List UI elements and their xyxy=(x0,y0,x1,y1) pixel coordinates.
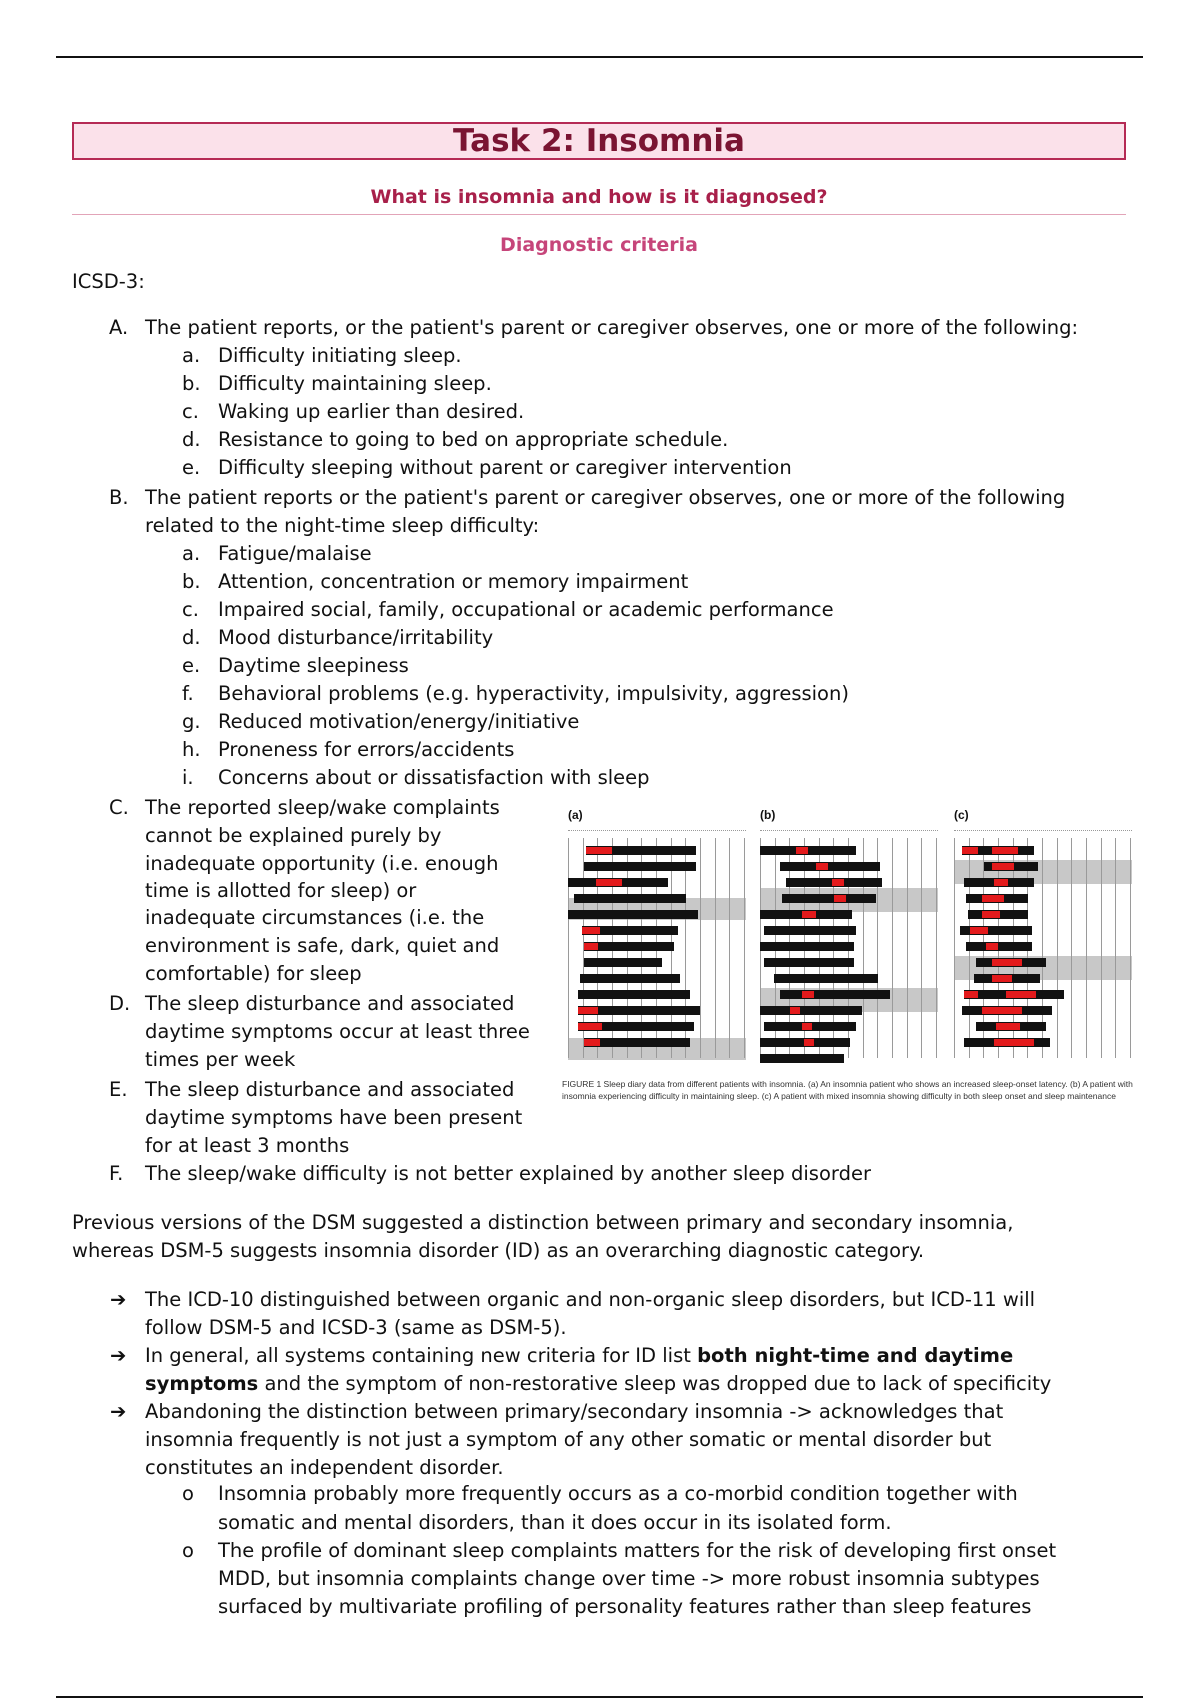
bullet-text: somatic and mental disorders, than it does occur in its isolated form. xyxy=(218,1511,892,1534)
sleep-bar xyxy=(578,1006,700,1015)
grid-line xyxy=(936,838,937,1058)
sleep-bar xyxy=(774,974,878,983)
grid-line xyxy=(1071,838,1072,1058)
list-item: Difficulty sleeping without parent or caregiver intervention xyxy=(218,456,792,479)
sleep-bar xyxy=(966,894,1028,903)
sleep-bar xyxy=(760,910,852,919)
sleep-bar xyxy=(960,926,1032,935)
sleep-bar xyxy=(760,1054,844,1063)
bullet-text xyxy=(145,1342,1013,1370)
awake-segment xyxy=(964,991,978,998)
bullet-text-plain: and the symptom of non-restorative sleep was dropped due to lack of specificity xyxy=(258,1372,1052,1395)
sleep-bar xyxy=(760,846,856,855)
list-marker: h. xyxy=(182,738,201,761)
panel-tick-row xyxy=(568,830,746,836)
criterion-marker: F. xyxy=(109,1162,124,1185)
awake-segment xyxy=(578,1023,602,1030)
list-marker: g. xyxy=(182,710,201,733)
list-marker: d. xyxy=(182,626,201,649)
sleep-bar xyxy=(584,942,674,951)
bullet-text: MDD, but insomnia complaints change over time -> more robust insomnia subtypes xyxy=(218,1567,1040,1590)
sleep-bar xyxy=(974,974,1040,983)
list-marker: d. xyxy=(182,428,201,451)
sub-bullet-marker: o xyxy=(182,1539,194,1562)
criterion-marker: C. xyxy=(109,796,129,819)
grid-line xyxy=(892,838,893,1058)
criterion-marker: B. xyxy=(109,486,129,509)
awake-segment xyxy=(992,847,1018,854)
bullet-text-plain: In general, all systems containing new criteria for ID list xyxy=(145,1344,698,1367)
grid-line xyxy=(1101,838,1102,1058)
sleep-bar xyxy=(764,1022,856,1031)
awake-segment xyxy=(992,863,1014,870)
grid-line xyxy=(744,838,745,1058)
awake-segment xyxy=(582,927,600,934)
grid-line xyxy=(1086,838,1087,1058)
awake-segment xyxy=(982,1007,1022,1014)
grid-line xyxy=(954,838,955,1058)
list-item: Difficulty maintaining sleep. xyxy=(218,372,492,395)
panel-tick-row xyxy=(760,830,938,836)
panel-label-b: (b) xyxy=(760,808,776,822)
list-item: Mood disturbance/irritability xyxy=(218,626,494,649)
figure-caption: FIGURE 1 Sleep diary data from different patients with insomnia. (a) An insomnia patient who shows an increased sleep-onset latency. (b) A patient with insomnia experiencing difficulty in maintaining sleep. (c) A patient with mixed insomnia showing difficulty in both sleep onset and sleep maintenance xyxy=(562,1079,1133,1101)
list-marker: i. xyxy=(182,766,194,789)
arrow-icon: ➔ xyxy=(110,1344,127,1367)
intro-label: ICSD-3: xyxy=(72,270,145,293)
list-item: Behavioral problems (e.g. hyperactivity, impulsivity, aggression) xyxy=(218,682,849,705)
sleep-bar xyxy=(582,926,678,935)
awake-segment xyxy=(802,911,816,918)
sleep-bar xyxy=(782,894,876,903)
list-item: Difficulty initiating sleep. xyxy=(218,344,462,367)
awake-segment xyxy=(982,895,1004,902)
awake-segment xyxy=(986,943,998,950)
arrow-icon: ➔ xyxy=(110,1400,127,1423)
panel-label-c: (c) xyxy=(954,808,969,822)
awake-segment xyxy=(832,879,844,886)
list-marker: c. xyxy=(182,598,199,621)
grid-line xyxy=(1115,838,1116,1058)
grid-line xyxy=(877,838,878,1058)
criterion-text: inadequate opportunity (i.e. enough xyxy=(145,852,499,875)
subtitle-rule xyxy=(72,214,1126,215)
section-heading: Diagnostic criteria xyxy=(500,234,698,256)
sleep-diary-figure xyxy=(562,808,1148,1120)
sleep-bar xyxy=(966,942,1032,951)
list-item: Daytime sleepiness xyxy=(218,654,409,677)
awake-segment xyxy=(982,911,1000,918)
list-item: Fatigue/malaise xyxy=(218,542,372,565)
arrow-icon: ➔ xyxy=(110,1288,127,1311)
criterion-text: for at least 3 months xyxy=(145,1134,350,1157)
awake-segment xyxy=(992,959,1022,966)
criterion-marker: E. xyxy=(109,1078,128,1101)
grid-line xyxy=(907,838,908,1058)
sleep-bar xyxy=(578,1022,694,1031)
sleep-bar xyxy=(962,1006,1052,1015)
awake-segment xyxy=(790,1007,800,1014)
sleep-bar xyxy=(786,878,882,887)
grid-line xyxy=(729,838,730,1058)
sleep-bar xyxy=(578,990,690,999)
list-marker: a. xyxy=(182,542,201,565)
criterion-text: daytime symptoms occur at least three xyxy=(145,1020,530,1043)
diary-panel-b xyxy=(760,838,938,1058)
sleep-bar xyxy=(760,1006,862,1015)
awake-segment xyxy=(834,895,846,902)
criterion-text: The reported sleep/wake complaints xyxy=(145,796,500,819)
diary-panel-c xyxy=(954,838,1132,1058)
sleep-bar xyxy=(574,894,686,903)
criterion-text: time is allotted for sleep) or xyxy=(145,879,417,902)
criterion-text: The sleep/wake difficulty is not better explained by another sleep disorder xyxy=(145,1162,871,1185)
bullet-text: Insomnia probably more frequently occurs as a co-morbid condition together with xyxy=(218,1482,1018,1505)
grid-line xyxy=(1130,838,1131,1058)
awake-segment xyxy=(802,991,814,998)
list-item: Proneness for errors/accidents xyxy=(218,738,515,761)
awake-segment xyxy=(816,863,828,870)
list-item: Attention, concentration or memory impairment xyxy=(218,570,689,593)
sleep-bar xyxy=(962,846,1034,855)
sleep-bar xyxy=(964,990,1064,999)
list-item: Resistance to going to bed on appropriate schedule. xyxy=(218,428,729,451)
criterion-text: cannot be explained purely by xyxy=(145,824,442,847)
sleep-bar xyxy=(568,910,698,919)
grid-line xyxy=(863,838,864,1058)
sleep-bar xyxy=(584,1038,690,1047)
sleep-bar xyxy=(568,878,668,887)
sleep-bar xyxy=(760,1038,850,1047)
criterion-marker: A. xyxy=(109,316,129,339)
bullet-text-bold: both night-time and daytime xyxy=(697,1344,1014,1367)
criterion-text: The patient reports or the patient's parent or caregiver observes, one or more of the following xyxy=(145,486,1066,509)
top-rule xyxy=(56,56,1143,58)
awake-segment xyxy=(994,879,1008,886)
diary-panel-a xyxy=(568,838,746,1058)
criterion-text: The patient reports, or the patient's parent or caregiver observes, one or more of the following: xyxy=(145,316,1079,339)
list-marker: e. xyxy=(182,654,201,677)
sleep-bar xyxy=(968,910,1028,919)
sleep-bar xyxy=(760,942,854,951)
criterion-text: related to the night-time sleep difficulty: xyxy=(145,514,540,537)
grid-line xyxy=(568,838,569,1058)
sleep-bar xyxy=(764,958,854,967)
awake-segment xyxy=(992,975,1012,982)
criterion-text: The sleep disturbance and associated xyxy=(145,1078,515,1101)
sleep-bar xyxy=(964,1038,1050,1047)
criterion-text: daytime symptoms have been present xyxy=(145,1106,523,1129)
list-item: Concerns about or dissatisfaction with sleep xyxy=(218,766,650,789)
awake-segment xyxy=(1006,991,1036,998)
awake-segment xyxy=(802,1023,812,1030)
bullet-text xyxy=(145,1370,1051,1398)
body-paragraph-line: whereas DSM-5 suggests insomnia disorder (ID) as an overarching diagnostic category. xyxy=(72,1239,925,1262)
panel-tick-row xyxy=(954,830,1132,836)
sleep-bar xyxy=(780,990,890,999)
sleep-bar xyxy=(780,862,880,871)
awake-segment xyxy=(578,1007,598,1014)
awake-segment xyxy=(962,847,978,854)
list-item: Waking up earlier than desired. xyxy=(218,400,525,423)
bullet-text: insomnia frequently is not just a symptom of any other somatic or mental disorder but xyxy=(145,1428,992,1451)
awake-segment xyxy=(796,847,808,854)
awake-segment xyxy=(596,879,622,886)
grid-line xyxy=(715,838,716,1058)
bullet-text: constitutes an independent disorder. xyxy=(145,1456,504,1479)
criterion-text: environment is safe, dark, quiet and xyxy=(145,934,500,957)
awake-segment xyxy=(586,847,612,854)
bottom-rule xyxy=(56,1696,1143,1698)
page-title: Task 2: Insomnia xyxy=(72,122,1126,160)
sleep-bar xyxy=(764,926,856,935)
grid-line xyxy=(921,838,922,1058)
sleep-bar xyxy=(984,862,1038,871)
bullet-text: The profile of dominant sleep complaints matters for the risk of developing first onset xyxy=(218,1539,1057,1562)
list-marker: f. xyxy=(182,682,194,705)
bullet-text: surfaced by multivariate profiling of personality features rather than sleep features xyxy=(218,1595,1032,1618)
list-marker: e. xyxy=(182,456,201,479)
awake-segment xyxy=(994,1039,1034,1046)
awake-segment xyxy=(584,1039,600,1046)
list-item: Reduced motivation/energy/initiative xyxy=(218,710,580,733)
sleep-bar xyxy=(584,862,696,871)
bullet-text: Abandoning the distinction between primary/secondary insomnia -> acknowledges that xyxy=(145,1400,1004,1423)
body-paragraph-line: Previous versions of the DSM suggested a distinction between primary and secondary insomnia, xyxy=(72,1211,1014,1234)
list-marker: a. xyxy=(182,344,201,367)
awake-segment xyxy=(584,943,598,950)
criterion-text: The sleep disturbance and associated xyxy=(145,992,515,1015)
awake-segment xyxy=(996,1023,1020,1030)
list-marker: b. xyxy=(182,372,201,395)
criterion-text: inadequate circumstances (i.e. the xyxy=(145,906,485,929)
subtitle: What is insomnia and how is it diagnosed? xyxy=(370,186,828,208)
awake-segment xyxy=(970,927,988,934)
list-marker: b. xyxy=(182,570,201,593)
list-marker: c. xyxy=(182,400,199,423)
list-item: Impaired social, family, occupational or academic performance xyxy=(218,598,834,621)
bullet-text: follow DSM-5 and ICSD-3 (same as DSM-5). xyxy=(145,1316,567,1339)
awake-segment xyxy=(804,1039,814,1046)
criterion-text: comfortable) for sleep xyxy=(145,962,362,985)
sleep-bar xyxy=(584,958,662,967)
grid-line xyxy=(1057,838,1058,1058)
sleep-bar xyxy=(964,878,1034,887)
bullet-text-bold: symptoms xyxy=(145,1372,259,1395)
sleep-bar xyxy=(976,1022,1046,1031)
sleep-bar xyxy=(976,958,1046,967)
grid-line xyxy=(700,838,701,1058)
sub-bullet-marker: o xyxy=(182,1482,194,1505)
panel-label-a: (a) xyxy=(568,808,583,822)
sleep-bar xyxy=(580,974,680,983)
criterion-marker: D. xyxy=(109,992,131,1015)
bullet-text: The ICD-10 distinguished between organic and non-organic sleep disorders, but ICD-11 will xyxy=(145,1288,1036,1311)
sleep-bar xyxy=(586,846,696,855)
criterion-text: times per week xyxy=(145,1048,296,1071)
